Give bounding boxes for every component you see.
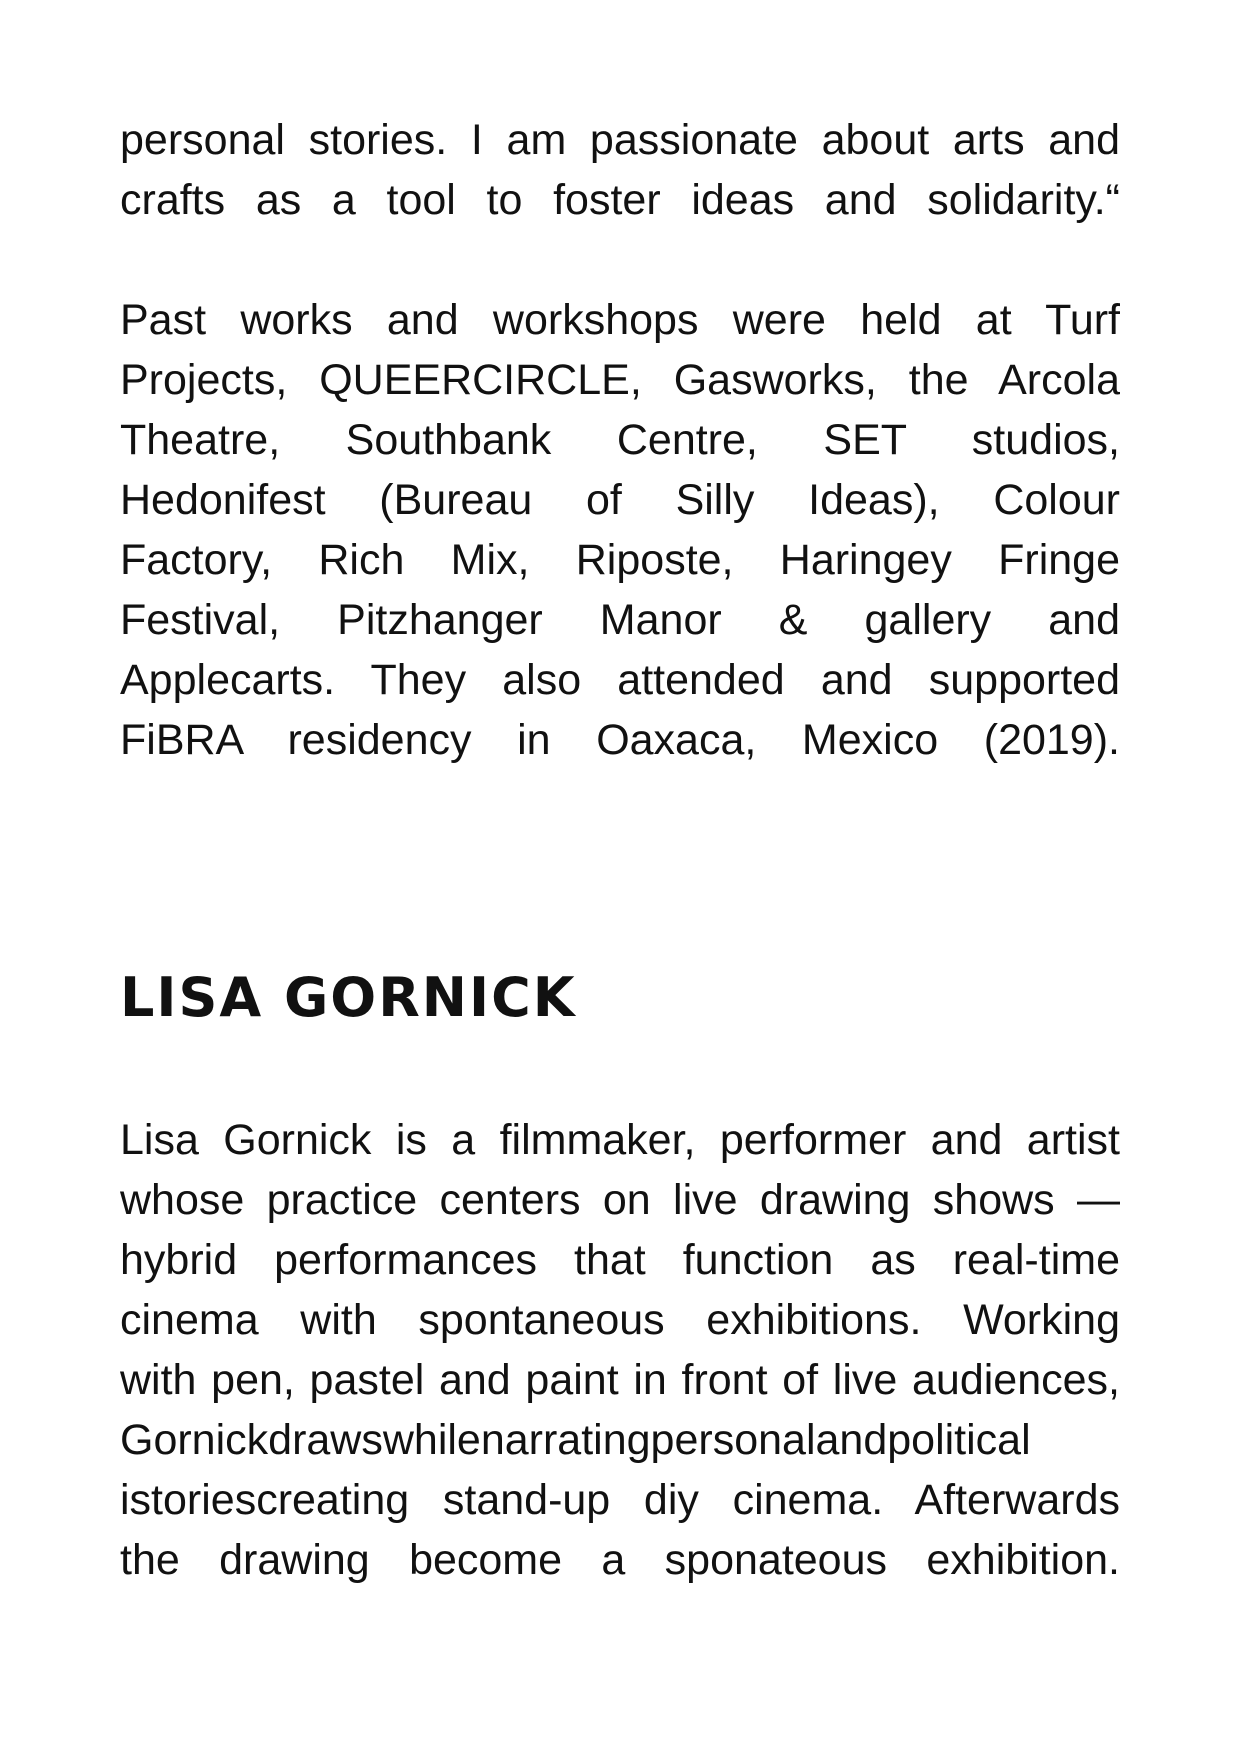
text-line: Gornickdrawswhilenarratingpersonalandpolitical xyxy=(120,1416,1031,1464)
text-line: with pen, pastel and paint in front of live audiences, xyxy=(120,1356,1120,1404)
text-line: Theatre, Southbank Centre, SET studios, xyxy=(120,416,1120,464)
paragraph-bio xyxy=(120,1110,1120,1590)
text-line: Projects, QUEERCIRCLE, Gasworks, the Arcola xyxy=(120,356,1120,404)
text-line: hybrid performances that function as real-time xyxy=(120,1236,1120,1284)
text-line: the drawing become a sponateous exhibition. xyxy=(120,1536,1120,1584)
text-line: Hedonifest (Bureau of Silly Ideas), Colour xyxy=(120,476,1120,524)
paragraph-intro-end xyxy=(120,110,1120,230)
text-line: Applecarts. They also attended and supported xyxy=(120,656,1120,704)
text-line: cinema with spontaneous exhibitions. Working xyxy=(120,1296,1120,1344)
text-line: FiBRA residency in Oaxaca, Mexico (2019). xyxy=(120,716,1120,764)
text-line: Factory, Rich Mix, Riposte, Haringey Fringe xyxy=(120,536,1120,584)
text-line: Lisa Gornick is a filmmaker, performer and artist xyxy=(120,1116,1120,1164)
text-line: crafts as a tool to foster ideas and solidarity.“ xyxy=(120,176,1120,224)
text-line: whose practice centers on live drawing shows — xyxy=(120,1176,1120,1224)
paragraph-past-works xyxy=(120,290,1120,770)
text-line: istoriescreating stand-up diy cinema. Afterwards xyxy=(120,1476,1120,1524)
text-line: Festival, Pitzhanger Manor & gallery and xyxy=(120,596,1120,644)
section-heading: LISA GORNICK xyxy=(120,966,577,1029)
text-line: personal stories. I am passionate about arts and xyxy=(120,116,1120,164)
text-line: Past works and workshops were held at Turf xyxy=(120,296,1120,344)
